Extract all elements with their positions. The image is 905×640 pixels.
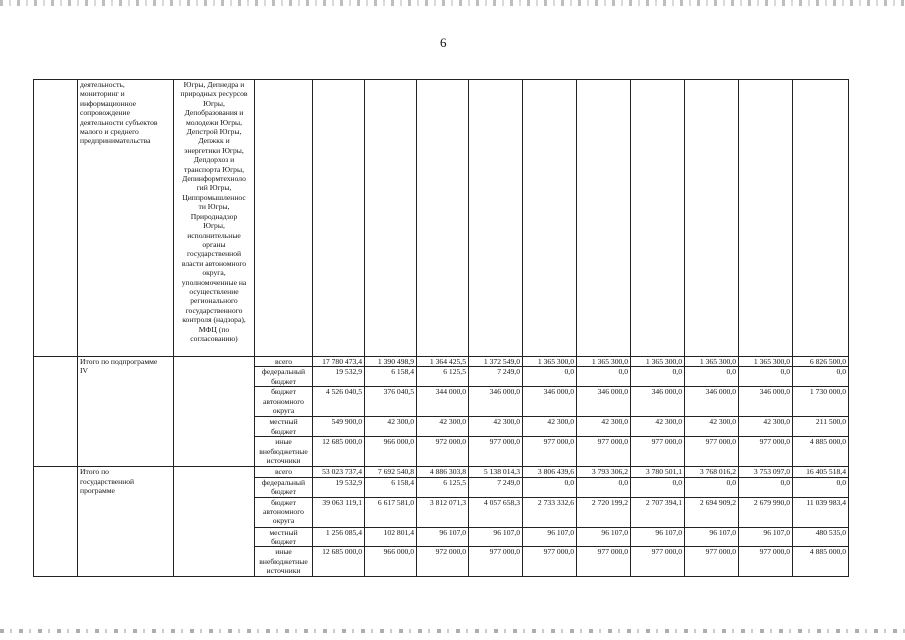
funding-source-line: округа: [272, 406, 295, 416]
value-cell: [469, 80, 523, 357]
funding-source-line: бюджет: [271, 387, 296, 397]
value-cell: 3 806 439,6: [523, 467, 577, 477]
funding-source-cell: [255, 497, 313, 527]
value-cell: 0,0: [685, 367, 739, 387]
value-cell: 346 000,0: [739, 387, 793, 417]
value-cell: 549 900,0: [313, 417, 365, 437]
value-cell: 3 812 071,3: [417, 497, 469, 527]
value-cell: 2 707 394,1: [631, 497, 685, 527]
value-cell: 1 256 085,4: [313, 527, 365, 547]
value-cell: 1 365 300,0: [631, 357, 685, 367]
value-cell: 12 685 000,0: [313, 437, 365, 467]
value-cell: 6 617 581,0: [365, 497, 417, 527]
value-cell: [685, 80, 739, 357]
funding-cell: [255, 80, 313, 357]
value-cell: 0,0: [523, 477, 577, 497]
executor-line: согласованию): [190, 333, 238, 343]
value-cell: 346 000,0: [631, 387, 685, 417]
value-cell: 17 780 473,4: [313, 357, 365, 367]
value-cell: [793, 80, 849, 357]
executor-cell: [174, 357, 255, 467]
executor-line: природных ресурсов: [180, 89, 248, 99]
funding-source-cell: [255, 437, 313, 467]
value-cell: 346 000,0: [685, 387, 739, 417]
funding-source-line: местный бюджет: [269, 527, 298, 547]
funding-source-line: внебюджетные: [259, 556, 308, 566]
value-cell: 4 526 040,5: [313, 387, 365, 417]
total-name-line: государственной: [80, 476, 135, 486]
value-cell: 1 365 300,0: [523, 357, 577, 367]
executor-line: регионального: [190, 296, 238, 306]
executor-line: Депинформтехноло: [182, 174, 246, 184]
value-cell: 346 000,0: [523, 387, 577, 417]
value-cell: 96 107,0: [685, 527, 739, 547]
value-cell: 16 405 518,4: [793, 467, 849, 477]
executor-line: Депобразования и: [184, 108, 244, 118]
value-cell: 3 780 501,1: [631, 467, 685, 477]
value-cell: 6 125,5: [417, 477, 469, 497]
value-cell: 2 679 990,0: [739, 497, 793, 527]
total-row: [34, 357, 849, 367]
executor-cell: [174, 467, 255, 577]
value-cell: 977 000,0: [469, 437, 523, 467]
value-cell: 1 372 549,0: [469, 357, 523, 367]
value-cell: 19 532,9: [313, 367, 365, 387]
value-cell: 0,0: [793, 367, 849, 387]
value-cell: 6 158,4: [365, 367, 417, 387]
value-cell: 42 300,0: [577, 417, 631, 437]
value-cell: 977 000,0: [523, 547, 577, 577]
value-cell: 346 000,0: [469, 387, 523, 417]
value-cell: [631, 80, 685, 357]
value-cell: 96 107,0: [577, 527, 631, 547]
value-cell: 6 125,5: [417, 367, 469, 387]
value-cell: 0,0: [685, 477, 739, 497]
value-cell: 977 000,0: [577, 437, 631, 467]
number-cell: [34, 467, 78, 577]
value-cell: 0,0: [631, 477, 685, 497]
funding-source-cell: [255, 467, 313, 477]
value-cell: 344 000,0: [417, 387, 469, 417]
value-cell: 966 000,0: [365, 437, 417, 467]
measure-name-line: деятельности субъектов: [80, 117, 158, 127]
value-cell: 3 768 016,2: [685, 467, 739, 477]
value-cell: 977 000,0: [739, 547, 793, 577]
number-cell: [34, 80, 78, 357]
funding-source-line: бюджет: [271, 487, 296, 497]
value-cell: 7 249,0: [469, 367, 523, 387]
value-cell: 1 365 300,0: [739, 357, 793, 367]
value-cell: 4 886 303,8: [417, 467, 469, 477]
funding-source-line: бюджет: [271, 376, 296, 386]
value-cell: 977 000,0: [631, 437, 685, 467]
value-cell: 977 000,0: [523, 437, 577, 467]
value-cell: 0,0: [523, 367, 577, 387]
value-cell: 0,0: [793, 477, 849, 497]
value-cell: [365, 80, 417, 357]
value-cell: [417, 80, 469, 357]
value-cell: 42 300,0: [417, 417, 469, 437]
funding-source-cell: [255, 547, 313, 577]
executor-line: контроля (надзора),: [182, 315, 246, 325]
value-cell: 42 300,0: [469, 417, 523, 437]
funding-source-line: источники: [266, 456, 301, 466]
value-cell: 2 733 332,6: [523, 497, 577, 527]
value-cell: [523, 80, 577, 357]
measure-name-cell: [78, 80, 174, 357]
value-cell: 39 063 119,1: [313, 497, 365, 527]
value-cell: 0,0: [739, 477, 793, 497]
measure-name-line: деятельность,: [80, 80, 125, 89]
funding-source-line: федеральный: [261, 477, 306, 487]
value-cell: 346 000,0: [577, 387, 631, 417]
executor-line: осуществление: [189, 286, 239, 296]
funding-source-cell: [255, 477, 313, 497]
funding-source-line: внебюджетные: [259, 446, 308, 456]
total-row: [34, 467, 849, 477]
value-cell: 96 107,0: [631, 527, 685, 547]
value-cell: 1 365 300,0: [685, 357, 739, 367]
executor-line: власти автономного: [181, 258, 247, 268]
value-cell: 2 694 909,2: [685, 497, 739, 527]
funding-source-cell: [255, 357, 313, 367]
value-cell: 972 000,0: [417, 437, 469, 467]
total-name-line: программе: [80, 486, 115, 496]
value-cell: 0,0: [631, 367, 685, 387]
budget-table: [33, 79, 849, 577]
value-cell: 4 057 658,3: [469, 497, 523, 527]
executor-line: энергетики Югры,: [184, 145, 244, 155]
value-cell: 5 138 014,3: [469, 467, 523, 477]
executor-cell: [174, 80, 255, 357]
measure-name-line: сопровождение: [80, 108, 130, 118]
funding-source-line: источники: [266, 566, 301, 576]
value-cell: 211 500,0: [793, 417, 849, 437]
measure-name-line: мониторинг и: [80, 89, 125, 99]
funding-source-cell: [255, 387, 313, 417]
value-cell: 96 107,0: [739, 527, 793, 547]
value-cell: [739, 80, 793, 357]
value-cell: 966 000,0: [365, 547, 417, 577]
value-cell: [313, 80, 365, 357]
value-cell: 977 000,0: [577, 547, 631, 577]
scan-artifact-top: [0, 0, 905, 6]
value-cell: 7 692 540,8: [365, 467, 417, 477]
measure-name-line: малого и среднего: [80, 127, 139, 137]
value-cell: 11 039 983,4: [793, 497, 849, 527]
executor-line: государственной: [186, 249, 242, 259]
funding-source-line: иные: [275, 547, 292, 557]
executor-line: ти Югры,: [198, 202, 230, 212]
value-cell: 42 300,0: [631, 417, 685, 437]
value-cell: 102 801,4: [365, 527, 417, 547]
executor-line: уполномоченные на: [181, 277, 247, 287]
executor-line: Югры,: [203, 98, 225, 108]
value-cell: 977 000,0: [685, 547, 739, 577]
executor-line: органы: [202, 239, 226, 249]
executor-line: Циппромышленнос: [182, 192, 246, 202]
value-cell: 972 000,0: [417, 547, 469, 577]
value-cell: 96 107,0: [417, 527, 469, 547]
value-cell: 42 300,0: [365, 417, 417, 437]
value-cell: 0,0: [577, 367, 631, 387]
total-name-cell: [78, 467, 174, 577]
value-cell: 42 300,0: [685, 417, 739, 437]
value-cell: 42 300,0: [739, 417, 793, 437]
funding-source-line: федеральный: [261, 367, 306, 377]
executor-line: округа,: [202, 268, 226, 278]
value-cell: 376 040,5: [365, 387, 417, 417]
executor-line: гий Югры,: [196, 183, 232, 193]
total-name-cell: [78, 357, 174, 467]
value-cell: 96 107,0: [469, 527, 523, 547]
page-number: 6: [440, 35, 447, 50]
executor-line: Депдорхоз и: [193, 155, 235, 165]
funding-source-line: автономного: [263, 396, 304, 406]
value-cell: 53 023 737,4: [313, 467, 365, 477]
value-cell: 42 300,0: [523, 417, 577, 437]
executor-line: транспорта Югры,: [184, 164, 244, 174]
value-cell: 480 535,0: [793, 527, 849, 547]
executor-line: исполнительные: [187, 230, 241, 240]
funding-source-cell: [255, 367, 313, 387]
value-cell: 977 000,0: [739, 437, 793, 467]
measure-name-line: предпринимательства: [80, 136, 151, 146]
executor-line: МФЦ (по: [198, 324, 230, 334]
executor-line: молодежи Югры,: [185, 117, 243, 127]
continuation-row: [34, 80, 849, 357]
executor-line: Природнадзор: [190, 211, 238, 221]
value-cell: 977 000,0: [469, 547, 523, 577]
funding-source-line: бюджет: [271, 497, 296, 507]
executor-line: Депжкк и: [198, 136, 230, 146]
executor-line: Депстрой Югры,: [186, 127, 242, 137]
funding-source-cell: [255, 417, 313, 437]
total-name-line: Итого по подпрограмме: [80, 357, 158, 366]
value-cell: 0,0: [577, 477, 631, 497]
executor-line: государственного: [185, 305, 243, 315]
number-cell: [34, 357, 78, 467]
total-name-line: Итого по: [80, 467, 109, 477]
value-cell: 7 249,0: [469, 477, 523, 497]
funding-source-cell: [255, 527, 313, 547]
funding-source-line: округа: [272, 516, 295, 526]
measure-name-line: информационное: [80, 98, 136, 108]
executor-line: Югры, Депнедра и: [183, 80, 245, 89]
value-cell: 1 365 300,0: [577, 357, 631, 367]
value-cell: 1 390 498,9: [365, 357, 417, 367]
executor-line: Югры,: [203, 221, 225, 231]
value-cell: 96 107,0: [523, 527, 577, 547]
funding-source-line: иные: [275, 437, 292, 447]
value-cell: 1 730 000,0: [793, 387, 849, 417]
value-cell: 3 793 306,2: [577, 467, 631, 477]
funding-source-line: автономного: [263, 507, 304, 517]
value-cell: 977 000,0: [685, 437, 739, 467]
funding-source-line: всего: [274, 467, 293, 477]
value-cell: 4 885 000,0: [793, 437, 849, 467]
value-cell: 12 685 000,0: [313, 547, 365, 577]
value-cell: [577, 80, 631, 357]
scan-artifact-bottom: [0, 629, 905, 633]
value-cell: 2 720 199,2: [577, 497, 631, 527]
value-cell: 1 364 425,5: [417, 357, 469, 367]
value-cell: 4 885 000,0: [793, 547, 849, 577]
value-cell: 6 158,4: [365, 477, 417, 497]
value-cell: 0,0: [739, 367, 793, 387]
funding-source-line: местный бюджет: [269, 417, 298, 436]
value-cell: 977 000,0: [631, 547, 685, 577]
total-name-line: IV: [80, 366, 89, 376]
value-cell: 6 826 500,0: [793, 357, 849, 367]
value-cell: 19 532,9: [313, 477, 365, 497]
funding-source-line: всего: [274, 357, 293, 366]
value-cell: 3 753 097,0: [739, 467, 793, 477]
